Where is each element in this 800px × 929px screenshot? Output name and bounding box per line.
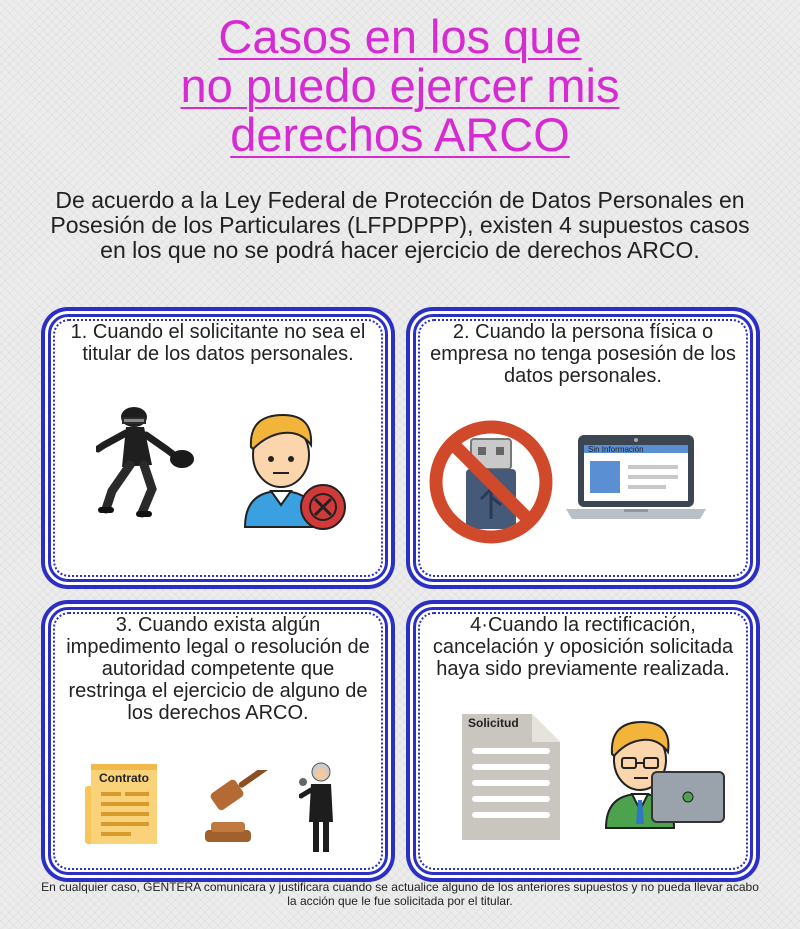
laptop-icon — [566, 429, 706, 529]
thief-icon — [96, 405, 206, 520]
case-card-1-text: 1. Cuando el solicitante no sea el titular de los datos personales. — [70, 321, 366, 365]
title-line-2: no puedo ejercer mis — [180, 59, 620, 112]
user-laptop-icon — [596, 714, 731, 834]
laptop-screen-label: Sin Información — [588, 445, 644, 454]
request-document-icon — [456, 710, 566, 845]
request-label: Solicitud — [468, 716, 519, 730]
case-card-3 — [48, 607, 388, 875]
title-line-1: Casos en los que — [218, 10, 582, 63]
contract-label: Contrato — [99, 771, 149, 785]
case-card-2-text: 2. Cuando la persona física o empresa no tenga posesión de los datos personales. — [430, 321, 736, 387]
case-card-2 — [413, 314, 753, 582]
case-card-3-text: 3. Cuando exista algún impedimento legal o resolución de autoridad competente que restringa el ejercicio de alguno de los derechos ARCO. — [66, 614, 370, 724]
intro-text: De acuerdo a la Ley Federal de Protección de Datos Personales en Posesión de los Particulares (LFPDPPP), existen 4 supuestos casos en los que no se podrá hacer ejercicio de derechos ARCO. — [50, 187, 750, 263]
title-line-3: derechos ARCO — [230, 108, 570, 161]
footer-note: En cualquier caso, GENTERA comunicara y justificara cuando se actualice alguno de los anteriores supuestos y no pueda llevar acabo la acción que le fue solicitada por el titular. — [41, 880, 759, 908]
case-card-1 — [48, 314, 388, 582]
user-denied-icon — [231, 405, 351, 535]
contract-icon — [81, 760, 171, 850]
no-usb-icon — [426, 417, 556, 547]
gavel-icon — [199, 770, 279, 845]
judge-icon — [299, 760, 339, 855]
case-card-4 — [413, 607, 753, 875]
case-card-4-text: 4·Cuando la rectificación, cancelación y oposición solicitada haya sido previamente realizada. — [432, 614, 734, 680]
page-title — [0, 12, 800, 159]
